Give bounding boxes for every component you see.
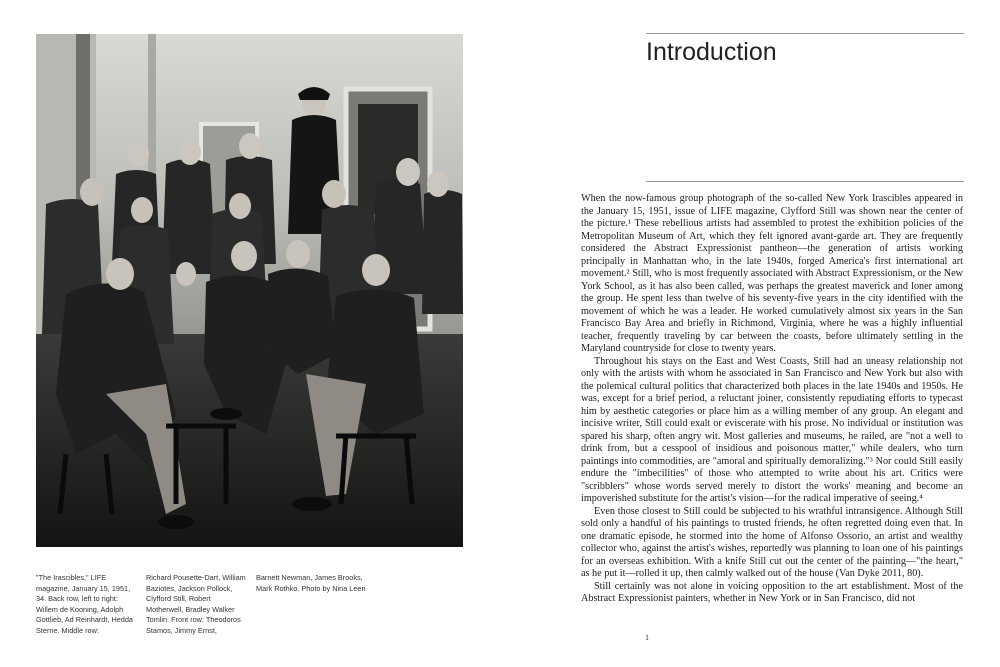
irascibles-photo: [36, 34, 463, 547]
paragraph: Throughout his stays on the East and West Coasts, Still had an uneasy relationship not only with the artists with whom he associated in San Francisco and New York but also with the polemical cultural politics that characterized both places in the late 1940s and 1950s. He was, except for a brief period, a reluctant joiner, consistently repudiating efforts to typecast him by aesthetic categories or place him as a willing member of any group. An elegant and incisive writer, Still could exalt or eviscerate with his prose. No individual or institution was spared his sharp, often angry wit. Most galleries and museums, he railed, are "not a well to drink from, but a cesspool of insidious and poisonous matter," while dealers, who turn paintings into commodities, are "amoral and spiritually demoralizing."³ Nor could Still easily endure the "imbecilities" of those who attempted to write about his art. Critics were "scribblers" whose words served merely to distort the works' meaning and become an impoverished substitute for the artist's vision—for the radical imperative of seeing.⁴: [581, 355, 963, 504]
heading-rule: [646, 181, 964, 182]
body-text: [581, 193, 963, 606]
chapter-heading: Introduction: [646, 38, 777, 66]
photo-illustration: [36, 34, 463, 547]
paragraph: Still certainly was not alone in voicing opposition to the art establishment. Most of the Abstract Expressionist painters, whether in New York or in San Francisco, did not: [581, 580, 963, 604]
photo-caption-col3: Barnett Newman, James Brooks, Mark Rothko. Photo by Nina Leen: [256, 573, 366, 593]
top-rule: [646, 33, 964, 34]
photo-caption-col1: "The Irascibles," LIFE magazine, January 15, 1951, 34. Back row, left to right: Willem de Kooning, Adolph Gottlieb, Ad Reinhardt, Hedda Sterne. Middle row:: [36, 573, 133, 635]
paragraph: Even those closest to Still could be subjected to his wrathful intransigence. Although Still sold only a handful of his paintings to trusted friends, he often regretted doing even that. In one dramatic episode, he stormed into the home of Alfonso Ossorio, an artist and wealthy collector who, against the artist's wishes, reportedly was planning to loan one of his paintings for an overseas exhibition. With a knife Still cut out the center of the painting—"the heart," as he put it—rolled it up, then calmly walked out of the house (Van Dyke 2011, 80).: [581, 505, 963, 579]
page-number: 1: [645, 633, 649, 642]
photo-caption-col2: Richard Pousette-Dart, William Baziotes, Jackson Pollock, Clyfford Still, Robert Motherwell, Bradley Walker Tomlin. Front row: Theodoros Stamos, Jimmy Ernst,: [146, 573, 246, 635]
paragraph: When the now-famous group photograph of the so-called New York Irascibles appeared in the January 15, 1951, issue of LIFE magazine, Clyfford Still was shown near the center of the picture.¹ These rebellious artists had assembled to protest the exhibition policies of the Metropolitan Museum of Art, which they felt ignored avant-garde art. They are frequently considered the Abstract Expressionist pantheon—the generation of artists working principally in Manhattan who, in the late 1940s, forged America's first international art movement.² Still, who is most frequently associated with Abstract Expressionism, or the New York School, as it has also been called, was perhaps the greatest maverick and loner among the group. He spent less than twelve of his seventy-five years in the city identified with the movement of which he was a leader. He worked cumulatively almost six years in the San Francisco Bay Area and briefly in Richmond, Virginia, where he was a highly influential teacher, frequently traveling by car between the coasts, before ultimately settling in the Maryland countryside for close to twenty years.: [581, 193, 963, 354]
